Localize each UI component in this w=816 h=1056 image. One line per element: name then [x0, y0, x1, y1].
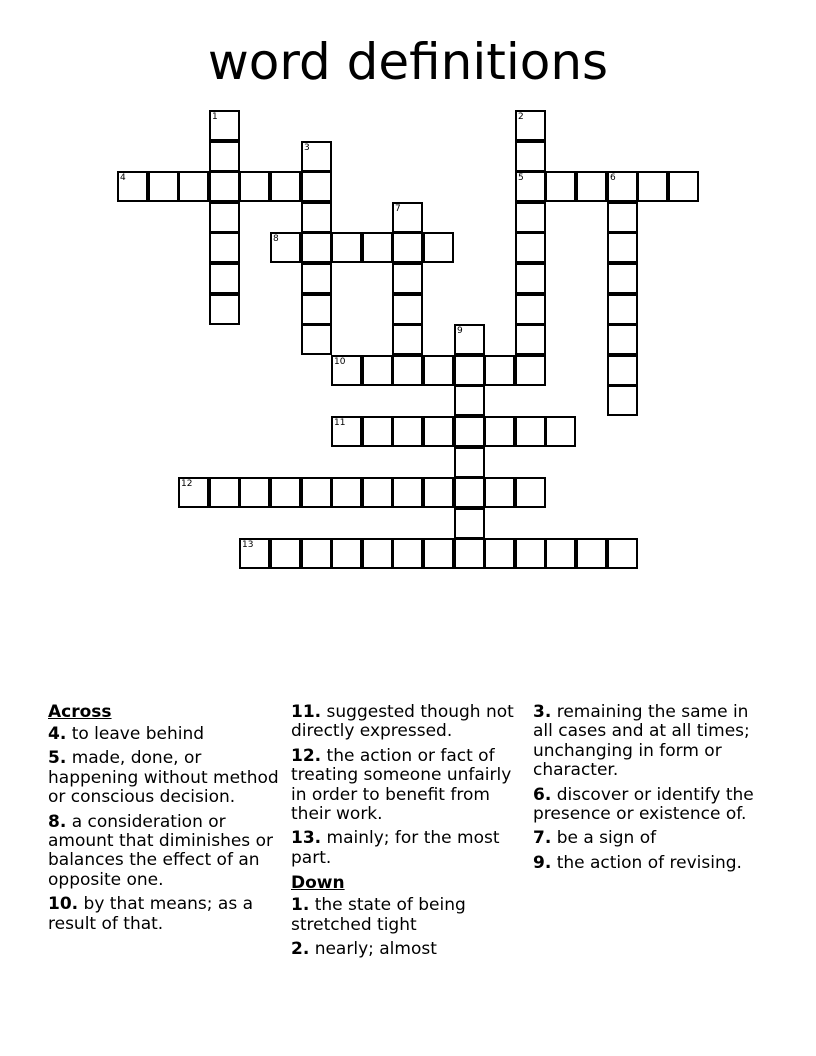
grid-cell[interactable]: [545, 416, 576, 447]
grid-cell[interactable]: [423, 355, 454, 386]
grid-cell[interactable]: [515, 324, 546, 355]
grid-cell[interactable]: [331, 538, 362, 569]
grid-cell[interactable]: [607, 385, 638, 416]
grid-cell[interactable]: [454, 355, 485, 386]
puzzle-title: word definitions: [207, 33, 609, 91]
across-heading: Across: [48, 702, 112, 722]
grid-cell[interactable]: [362, 416, 393, 447]
grid-cell[interactable]: [454, 447, 485, 478]
grid-cell[interactable]: [545, 538, 576, 569]
grid-cell[interactable]: [484, 477, 515, 508]
grid-cell[interactable]: [515, 263, 546, 294]
grid-cell[interactable]: [331, 416, 362, 447]
grid-cell[interactable]: [301, 294, 332, 325]
grid-cell[interactable]: [515, 416, 546, 447]
grid-cell[interactable]: [668, 171, 699, 202]
grid-cell[interactable]: [607, 294, 638, 325]
grid-cell[interactable]: [454, 477, 485, 508]
grid-cell[interactable]: [515, 141, 546, 172]
grid-cell[interactable]: [270, 171, 301, 202]
clue-number: 7: [395, 204, 401, 214]
clue-down-9: 9. the action of revising.: [533, 852, 742, 873]
grid-cell[interactable]: [423, 538, 454, 569]
grid-cell[interactable]: [607, 202, 638, 233]
grid-cell[interactable]: [515, 171, 546, 202]
grid-cell[interactable]: [607, 263, 638, 294]
grid-cell[interactable]: [270, 477, 301, 508]
grid-cell[interactable]: [362, 538, 393, 569]
grid-cell[interactable]: [362, 355, 393, 386]
grid-cell[interactable]: [423, 477, 454, 508]
grid-cell[interactable]: [209, 110, 240, 141]
clue-number: 1: [212, 112, 218, 122]
grid-cell[interactable]: [576, 538, 607, 569]
clue-number: 6: [610, 173, 616, 183]
grid-cell[interactable]: [362, 477, 393, 508]
grid-cell[interactable]: [576, 171, 607, 202]
grid-cell[interactable]: [209, 141, 240, 172]
grid-cell[interactable]: [301, 263, 332, 294]
grid-cell[interactable]: [270, 232, 301, 263]
clue-number: 13: [242, 540, 254, 550]
grid-cell[interactable]: [178, 171, 209, 202]
grid-cell[interactable]: [331, 477, 362, 508]
clue-number: 12: [181, 479, 193, 489]
grid-cell[interactable]: [607, 232, 638, 263]
grid-cell[interactable]: [607, 171, 638, 202]
grid-cell[interactable]: [484, 355, 515, 386]
grid-cell[interactable]: [423, 232, 454, 263]
grid-cell[interactable]: [301, 171, 332, 202]
clue-number: 9: [457, 326, 463, 336]
grid-cell[interactable]: [423, 416, 454, 447]
clue-number: 2: [518, 112, 524, 122]
grid-cell[interactable]: [515, 202, 546, 233]
clue-number: 3: [304, 143, 310, 153]
clue-down-7: 7. be a sign of: [533, 828, 657, 849]
grid-cell[interactable]: [178, 477, 209, 508]
grid-cell[interactable]: [515, 232, 546, 263]
down-heading: Down: [291, 873, 345, 894]
grid-cell[interactable]: [301, 232, 332, 263]
clue-across-11: 11. suggested though not directly expressed.: [291, 702, 514, 742]
clue-across-13: 13. mainly; for the most part.: [291, 828, 500, 868]
clue-down-3: 3. remaining the same in all cases and at all times; unchanging in form or character.: [533, 702, 750, 781]
grid-cell[interactable]: [454, 385, 485, 416]
grid-cell[interactable]: [392, 294, 423, 325]
grid-cell[interactable]: [209, 171, 240, 202]
clue-down-2: 2. nearly; almost: [291, 939, 437, 960]
grid-cell[interactable]: [392, 324, 423, 355]
grid-cell[interactable]: [392, 538, 423, 569]
grid-cell[interactable]: [484, 416, 515, 447]
grid-cell[interactable]: [545, 171, 576, 202]
grid-cell[interactable]: [209, 477, 240, 508]
grid-cell[interactable]: [301, 477, 332, 508]
clue-number: 8: [273, 234, 279, 244]
grid-cell[interactable]: [392, 202, 423, 233]
grid-cell[interactable]: [637, 171, 668, 202]
grid-cell[interactable]: [392, 477, 423, 508]
clues-column-1: [48, 702, 288, 939]
clue-across-4: 4. to leave behind: [48, 724, 205, 744]
grid-cell[interactable]: [209, 232, 240, 263]
grid-cell[interactable]: [117, 171, 148, 202]
grid-cell[interactable]: [209, 263, 240, 294]
grid-cell[interactable]: [454, 508, 485, 539]
grid-cell[interactable]: [209, 202, 240, 233]
grid-cell[interactable]: [607, 355, 638, 386]
grid-cell[interactable]: [209, 294, 240, 325]
grid-cell[interactable]: [239, 538, 270, 569]
clue-down-6: 6. discover or identify the presence or existence of.: [533, 784, 754, 825]
grid-cell[interactable]: [301, 538, 332, 569]
grid-cell[interactable]: [331, 232, 362, 263]
grid-cell[interactable]: [392, 263, 423, 294]
clue-number: 4: [120, 173, 126, 183]
grid-cell[interactable]: [148, 171, 179, 202]
grid-cell[interactable]: [392, 232, 423, 263]
grid-cell[interactable]: [301, 141, 332, 172]
clue-number: 5: [518, 173, 524, 183]
grid-cell[interactable]: [301, 202, 332, 233]
grid-cell[interactable]: [484, 538, 515, 569]
grid-cell[interactable]: [607, 324, 638, 355]
grid-cell[interactable]: [331, 355, 362, 386]
grid-cell[interactable]: [515, 477, 546, 508]
grid-cell[interactable]: [515, 110, 546, 141]
grid-cell[interactable]: [515, 294, 546, 325]
grid-cell[interactable]: [515, 538, 546, 569]
grid-cell[interactable]: [607, 538, 638, 569]
grid-cell[interactable]: [392, 355, 423, 386]
grid-cell[interactable]: [392, 416, 423, 447]
clue-number: 10: [334, 357, 346, 367]
grid-cell[interactable]: [362, 232, 393, 263]
clues-column-3: [533, 703, 773, 878]
grid-cell[interactable]: [270, 538, 301, 569]
clues-column-2: [291, 703, 527, 964]
grid-cell[interactable]: [454, 416, 485, 447]
grid-cell[interactable]: [454, 538, 485, 569]
clue-across-8: 8. a consideration or amount that diminishes or balances the effect of an opposite one.: [48, 811, 273, 890]
clue-number: 11: [334, 418, 346, 428]
clue-down-1: 1. the state of being stretched tight: [291, 895, 466, 935]
grid-cell[interactable]: [301, 324, 332, 355]
grid-cell[interactable]: [454, 324, 485, 355]
grid-cell[interactable]: [239, 171, 270, 202]
clue-across-10: 10. by that means; as a result of that.: [48, 894, 254, 934]
clue-across-12: 12. the action or fact of treating someone unfairly in order to benefit from their work.: [291, 745, 512, 825]
clue-across-5: 5. made, done, or happening without method or conscious decision.: [48, 748, 279, 808]
grid-cell[interactable]: [515, 355, 546, 386]
grid-cell[interactable]: [239, 477, 270, 508]
